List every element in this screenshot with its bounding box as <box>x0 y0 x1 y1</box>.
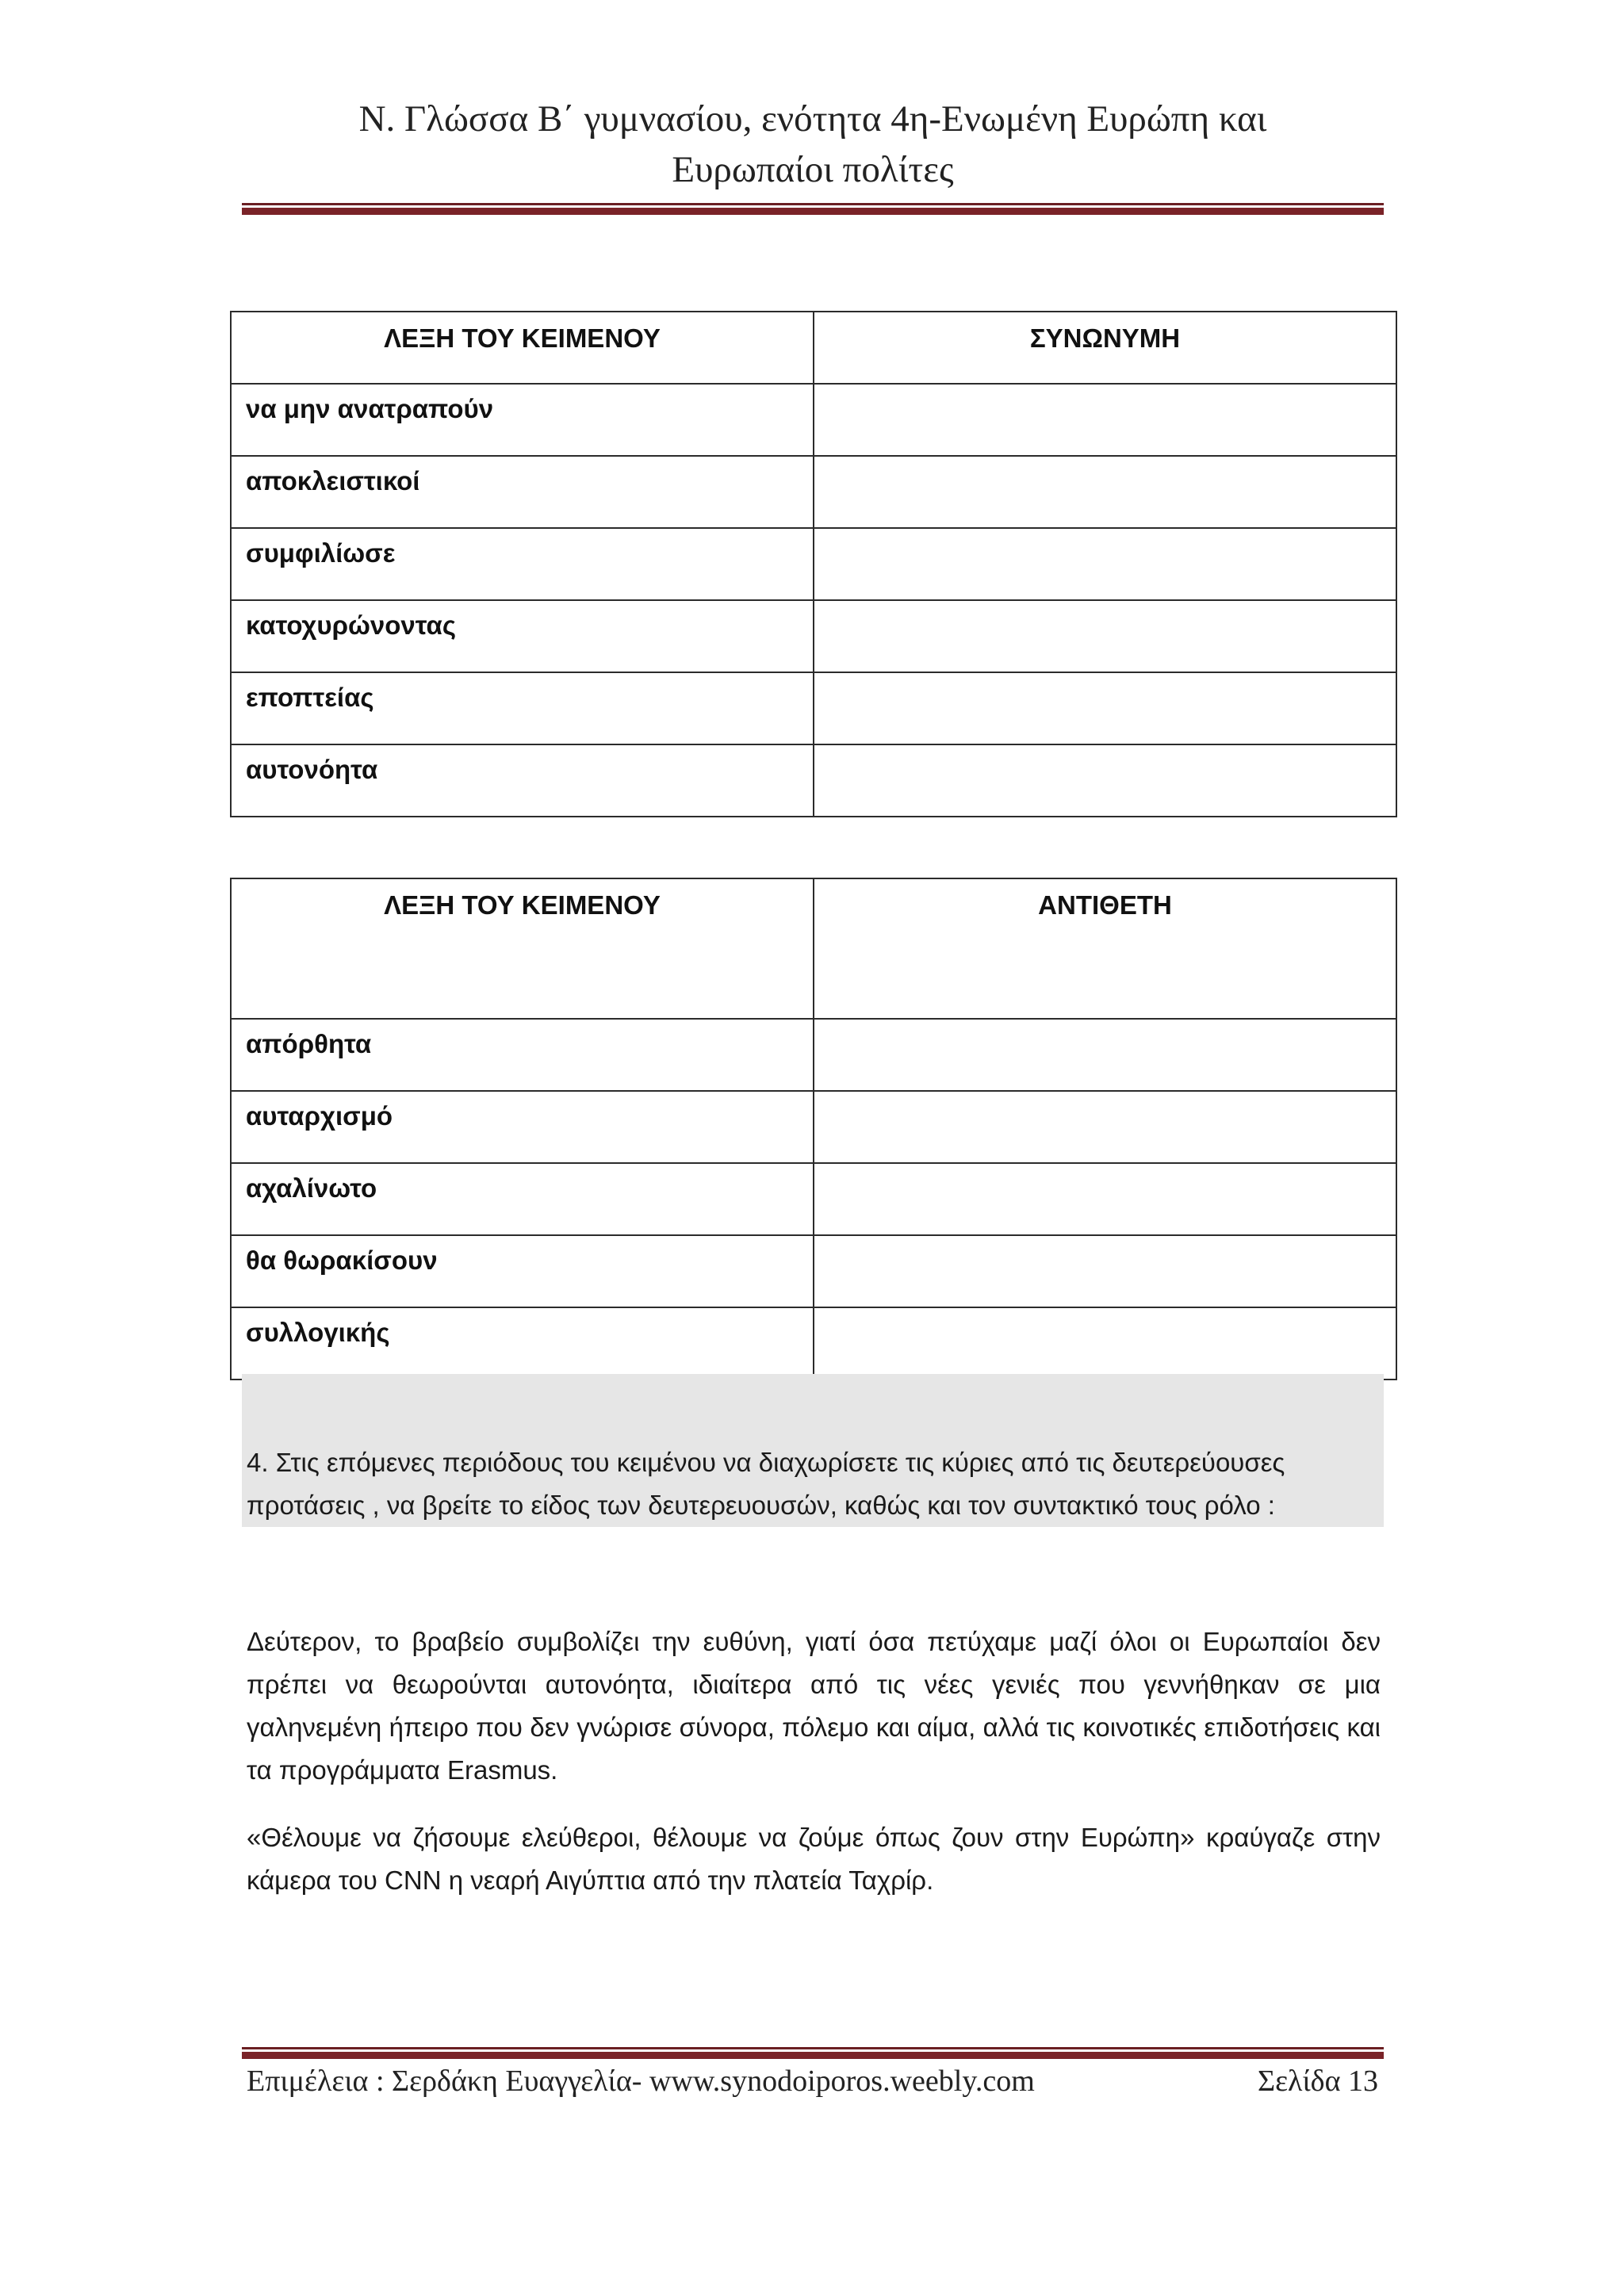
header-title-line-2: Ευρωπαίοι πολίτες <box>672 149 954 190</box>
answer-cell[interactable] <box>814 672 1396 744</box>
word-cell: αυταρχισμό <box>231 1091 814 1163</box>
footer-credit: Επιμέλεια : Σερδάκη Ευαγγελία- www.synodoiporos.weebly.com <box>247 2064 1035 2098</box>
table-row <box>231 384 1396 456</box>
word-cell: απόρθητα <box>231 1019 814 1091</box>
page-header <box>242 94 1384 195</box>
answer-cell[interactable] <box>814 1163 1396 1235</box>
answer-cell[interactable] <box>814 384 1396 456</box>
word-cell: αυτονόητα <box>231 744 814 817</box>
table-header-row <box>231 878 1396 1019</box>
header-title-line-1: Ν. Γλώσσα Β΄ γυμνασίου, ενότητα 4η-Ενωμένη Ευρώπη και <box>358 98 1267 140</box>
header-divider <box>242 203 1384 215</box>
word-cell: αποκλειστικοί <box>231 456 814 528</box>
answer-cell[interactable] <box>814 1019 1396 1091</box>
word-cell: να μην ανατραπούν <box>231 384 814 456</box>
paragraph-1: Δεύτερον, το βραβείο συμβολίζει την ευθύνη, γιατί όσα πετύχαμε μαζί όλοι οι Ευρωπαίοι δεν πρέπει να θεωρούνται αυτονόητα, ιδιαίτερα από τις νέες γενιές που γεννήθηκαν σε μια γαληνεμένη ήπειρο που δεν γνώρισε σύνορα, πόλεμο και αίμα, αλλά τις κοινοτικές επιδοτήσεις και τα προγράμματα Erasmus. <box>247 1627 1381 1785</box>
table-header-row <box>231 312 1396 384</box>
answer-cell[interactable] <box>814 528 1396 600</box>
table-row <box>231 1019 1396 1091</box>
table-row <box>231 456 1396 528</box>
table-row <box>231 1235 1396 1307</box>
word-cell: συλλογικής <box>231 1307 814 1380</box>
column-header-word: ΛΕΞΗ ΤΟΥ ΚΕΙΜΕΝΟΥ <box>231 312 814 384</box>
column-header-synonym: ΣΥΝΩΝΥΜΗ <box>814 312 1396 384</box>
table-row <box>231 600 1396 672</box>
exercise-instruction <box>242 1441 1388 1527</box>
column-header-word: ΛΕΞΗ ΤΟΥ ΚΕΙΜΕΝΟΥ <box>231 878 814 1019</box>
exercise-line-2: προτάσεις , να βρείτε το είδος των δευτερευουσών, καθώς και τον συντακτικό τους ρόλο : <box>247 1490 1275 1520</box>
footer-divider <box>242 2047 1384 2059</box>
word-cell: συμφιλίωσε <box>231 528 814 600</box>
word-cell: αχαλίνωτο <box>231 1163 814 1235</box>
exercise-line-1: 4. Στις επόμενες περιόδους του κειμένου να διαχωρίσετε τις κύριες από τις δευτερεύουσες <box>247 1448 1285 1477</box>
column-header-antonym: ΑΝΤΙΘΕΤΗ <box>814 878 1396 1019</box>
answer-cell[interactable] <box>814 600 1396 672</box>
table-row <box>231 1307 1396 1380</box>
answer-cell[interactable] <box>814 1235 1396 1307</box>
word-cell: θα θωρακίσουν <box>231 1235 814 1307</box>
page-number: Σελίδα 13 <box>1257 2064 1378 2098</box>
answer-cell[interactable] <box>814 1307 1396 1380</box>
table-row <box>231 744 1396 817</box>
table-row <box>231 528 1396 600</box>
paragraph-2: «Θέλουμε να ζήσουμε ελεύθεροι, θέλουμε να ζούμε όπως ζουν στην Ευρώπη» κραύγαζε στην κάμερα του CNN η νεαρή Αιγύπτια από την πλατεία Ταχρίρ. <box>247 1823 1381 1895</box>
word-cell: εποπτείας <box>231 672 814 744</box>
word-cell: κατοχυρώνοντας <box>231 600 814 672</box>
synonyms-table <box>230 311 1397 817</box>
answer-cell[interactable] <box>814 744 1396 817</box>
table-row <box>231 1163 1396 1235</box>
answer-cell[interactable] <box>814 456 1396 528</box>
table-row <box>231 1091 1396 1163</box>
table-row <box>231 672 1396 744</box>
antonyms-table <box>230 878 1397 1380</box>
answer-cell[interactable] <box>814 1091 1396 1163</box>
